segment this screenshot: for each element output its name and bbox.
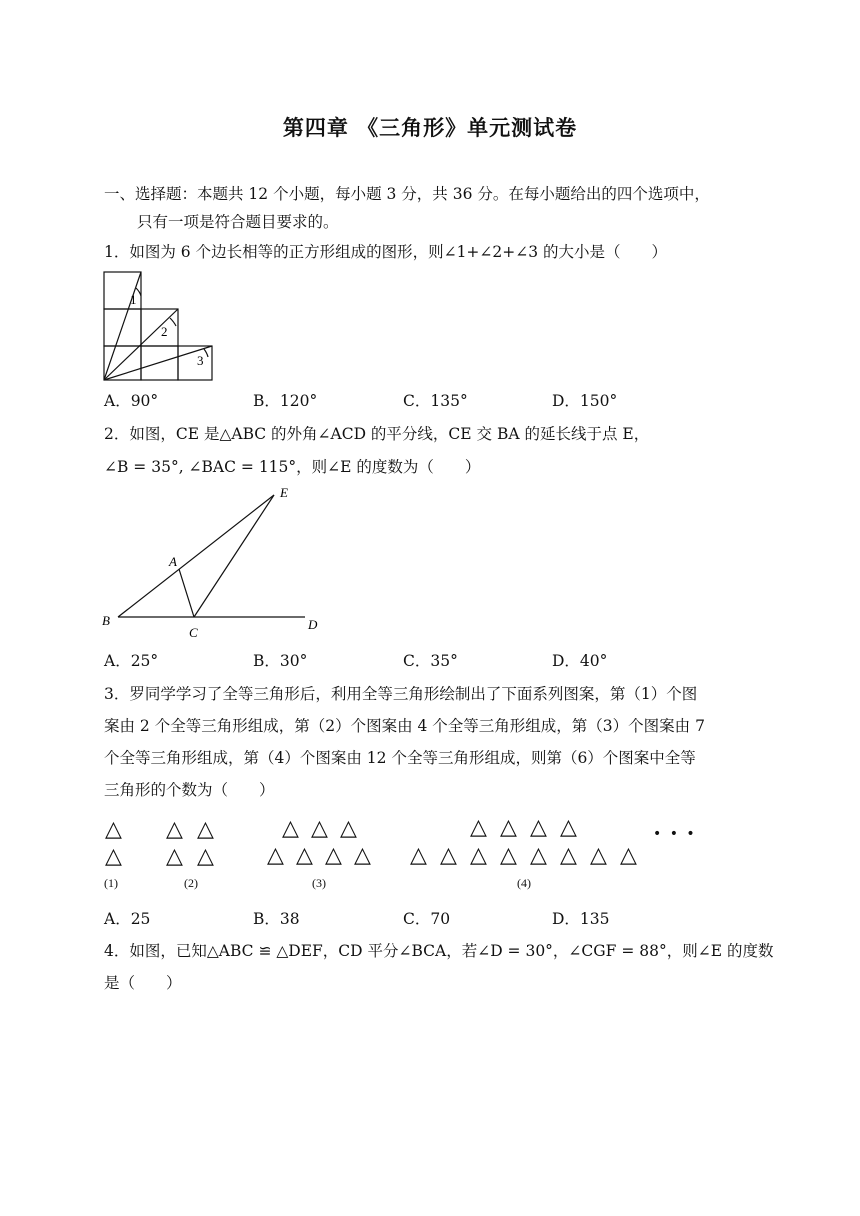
- angle-label-2: 2: [161, 324, 168, 339]
- pattern-triangle: △: [470, 815, 487, 840]
- pattern-triangle: △: [620, 843, 637, 868]
- pattern-triangle: △: [166, 817, 183, 842]
- pattern-triangle: △: [197, 844, 214, 869]
- pattern-triangle: △: [105, 817, 122, 842]
- pattern-triangle: △: [282, 816, 299, 841]
- question-3-line-4: 三角形的个数为（ ）: [104, 781, 275, 799]
- pattern-ellipsis: • • •: [653, 826, 697, 842]
- point-label-c: C: [189, 625, 198, 640]
- q1-option-d[interactable]: D．150°: [552, 392, 618, 410]
- pattern-triangle: △: [470, 843, 487, 868]
- question-3-line-2: 案由 2 个全等三角形组成，第（2）个图案由 4 个全等三角形组成，第（3）个图案由 7: [104, 717, 705, 735]
- question-2-text: 2．如图，CE 是△ABC 的外角∠ACD 的平分线，CE 交 BA 的延长线于点 E，: [104, 425, 650, 443]
- question-3-line-1: 3．罗同学学习了全等三角形后，利用全等三角形绘制出了下面系列图案，第（1）个图: [104, 685, 698, 703]
- pattern-triangle: △: [530, 815, 547, 840]
- question-2-figure: [98, 484, 330, 644]
- pattern-label-1: (1): [104, 876, 118, 890]
- question-4-line-2: 是（ ）: [104, 974, 182, 992]
- q2-option-a[interactable]: A．25°: [104, 652, 159, 670]
- angle-label-1: 1: [130, 292, 137, 307]
- pattern-triangle: △: [311, 816, 328, 841]
- pattern-triangle: △: [410, 843, 427, 868]
- pattern-triangle: △: [105, 844, 122, 869]
- pattern-triangle: △: [530, 843, 547, 868]
- q2-option-b[interactable]: B．30°: [253, 652, 308, 670]
- q1-option-b[interactable]: B．120°: [253, 392, 318, 410]
- q2-option-c[interactable]: C．35°: [403, 652, 458, 670]
- page-title: 第四章 《三角形》单元测试卷: [282, 116, 578, 140]
- question-1-text: 1．如图为 6 个边长相等的正方形组成的图形，则∠1+∠2+∠3 的大小是（ ）: [104, 243, 668, 261]
- q1-option-a[interactable]: A．90°: [104, 392, 159, 410]
- question-2-text-cont: ∠B = 35°, ∠BAC = 115°，则∠E 的度数为（ ）: [104, 458, 481, 476]
- q3-option-d[interactable]: D．135: [552, 910, 610, 928]
- point-label-d: D: [308, 617, 318, 632]
- pattern-triangle: △: [560, 843, 577, 868]
- question-3-line-3: 个全等三角形组成，第（4）个图案由 12 个全等三角形组成，则第（6）个图案中全等: [104, 749, 696, 767]
- point-label-e: E: [280, 485, 288, 500]
- pattern-triangle: △: [296, 843, 313, 868]
- pattern-triangle: △: [500, 843, 517, 868]
- section-heading: 一、选择题：本题共 12 个小题，每小题 3 分，共 36 分。在每小题给出的四个选项中，: [104, 185, 710, 203]
- pattern-triangle: △: [440, 843, 457, 868]
- pattern-triangle: △: [267, 843, 284, 868]
- q3-option-c[interactable]: C．70: [403, 910, 451, 928]
- pattern-label-3: (3): [312, 876, 326, 890]
- pattern-triangle: △: [500, 815, 517, 840]
- pattern-triangle: △: [325, 843, 342, 868]
- pattern-triangle: △: [166, 844, 183, 869]
- pattern-label-2: (2): [184, 876, 198, 890]
- question-4-line-1: 4．如图，已知△ABC ≌ △DEF，CD 平分∠BCA，若∠D = 30°，∠CGF = 88°，则∠E 的度数: [104, 942, 774, 960]
- pattern-triangle: △: [340, 816, 357, 841]
- q1-option-c[interactable]: C．135°: [403, 392, 468, 410]
- q3-option-b[interactable]: B．38: [253, 910, 300, 928]
- q2-option-d[interactable]: D．40°: [552, 652, 608, 670]
- point-label-b: B: [102, 613, 110, 628]
- section-heading-cont: 只有一项是符合题目要求的。: [137, 213, 339, 231]
- pattern-triangle: △: [590, 843, 607, 868]
- pattern-label-4: (4): [517, 876, 531, 890]
- pattern-triangle: △: [197, 817, 214, 842]
- q3-option-a[interactable]: A．25: [104, 910, 151, 928]
- question-1-figure: [100, 268, 220, 384]
- pattern-triangle: △: [354, 843, 371, 868]
- angle-label-3: 3: [197, 353, 204, 368]
- pattern-triangle: △: [560, 815, 577, 840]
- point-label-a: A: [169, 554, 177, 569]
